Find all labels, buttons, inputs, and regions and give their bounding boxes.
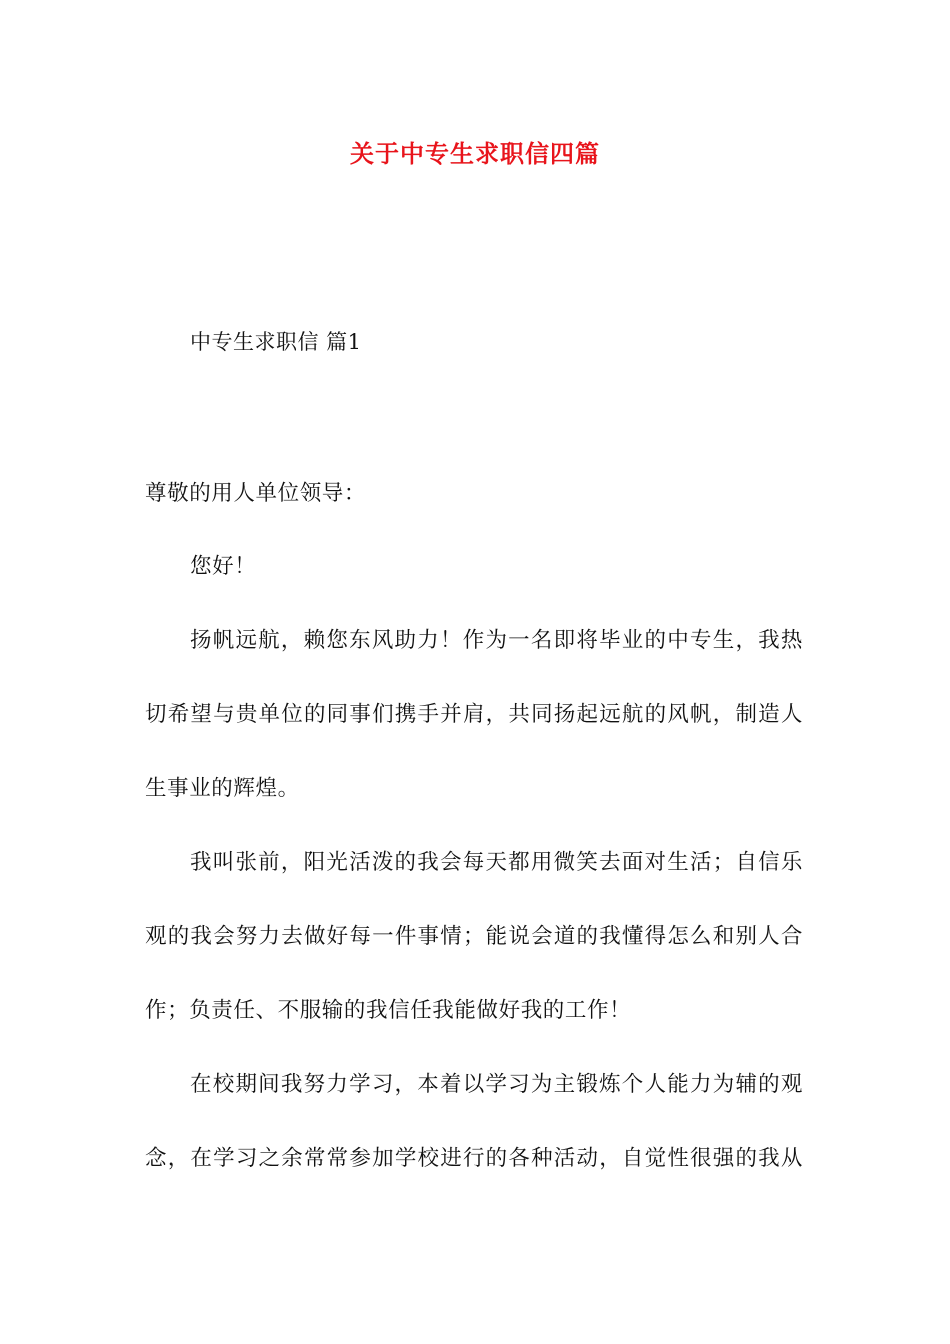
paragraph-line: 我叫张前，阳光活泼的我会每天都用微笑去面对生活；自信乐 [190, 850, 803, 875]
salutation: 尊敬的用人单位领导： [145, 481, 367, 506]
paragraph-line: 切希望与贵单位的同事们携手并肩，共同扬起远航的风帆，制造人 [145, 702, 803, 727]
paragraph-line: 作；负责任、不服输的我信任我能做好我的工作！ [145, 998, 632, 1023]
paragraph-line: 念，在学习之余常常参加学校进行的各种活动，自觉性很强的我从 [145, 1146, 803, 1171]
section-heading: 中专生求职信 篇1 [190, 330, 362, 354]
paragraph-line: 扬帆远航，赖您东风助力！作为一名即将毕业的中专生，我热 [190, 628, 803, 653]
paragraph-line: 在校期间我努力学习，本着以学习为主锻炼个人能力为辅的观 [190, 1072, 803, 1097]
paragraph-line: 生事业的辉煌。 [145, 776, 300, 801]
greeting: 您好！ [190, 554, 257, 579]
document-title: 关于中专生求职信四篇 [350, 140, 600, 168]
paragraph-line: 观的我会努力去做好每一件事情；能说会道的我懂得怎么和别人合 [145, 924, 803, 949]
